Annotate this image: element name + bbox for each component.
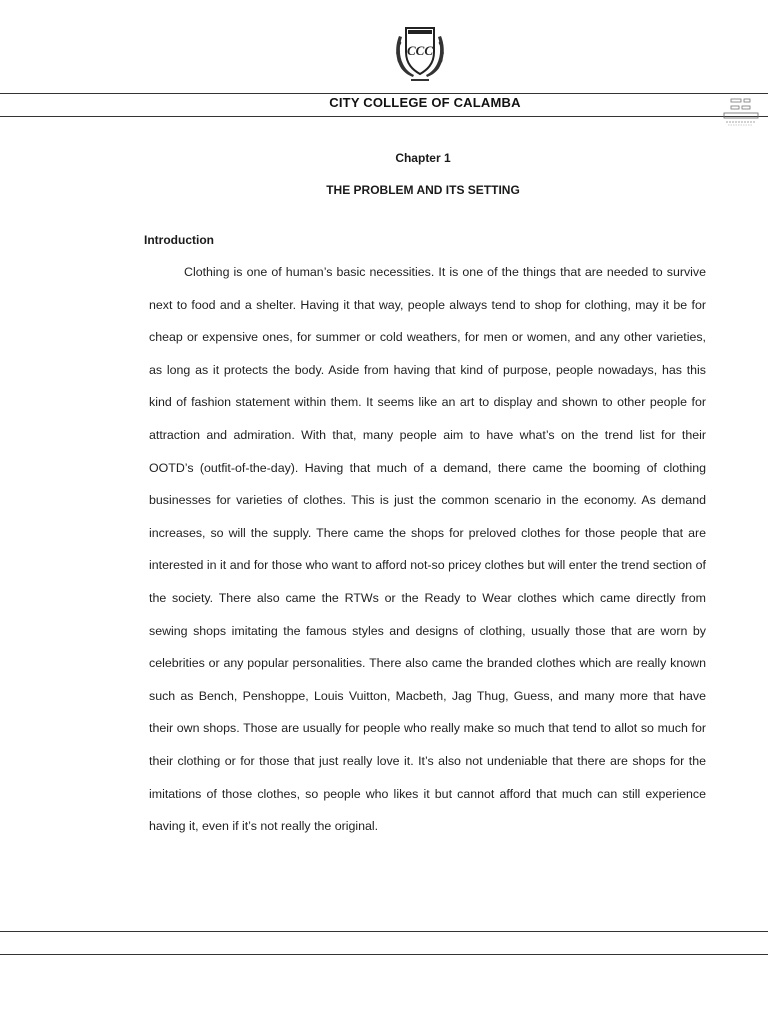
seal-initials: CCC <box>406 43 434 58</box>
college-seal-logo <box>389 22 451 84</box>
chapter-title: THE PROBLEM AND ITS SETTING <box>326 183 520 197</box>
footer-bottom-rule <box>0 954 768 955</box>
certification-mark-icon <box>722 98 760 128</box>
introduction-paragraph: Clothing is one of human’s basic necessities. It is one of the things that are needed to survive next to food and a shelter. Having it that way, people always tend to shop for clothing, may it be for cheap or expensive ones, for summer or cold weathers, for men or women, and any other varieties, as long as it protects the body. Aside from having that kind of purpose, people nowadays, has this kind of fashion statement within them. It seems like an art to display and shown to other people for attraction and admiration. With that, many people aim to have what’s on the trend list for their OOTD’s (outfit-of-the-day). Having that much of a demand, there came the booming of clothing businesses for varieties of clothes. This is just the common scenario in the economy. As demand increases, so will the supply. There came the shops for preloved clothes for those people that are interested in it and for those who want to afford not-so pricey clothes but will enter the trend section of the society. There also came the RTWs or the Ready to Wear clothes which came directly from sewing shops imitating the famous styles and designs of clothing, usually those that are worn by celebrities or any popular personalities. There also came the branded clothes which are really known such as Bench, Penshoppe, Louis Vuitton, Macbeth, Jag Thug, Guess, and many more that have their own shops. Those are usually for people who really make so much that tend to allot so much for their clothing or for those that just really love it. It’s also not undeniable that there are shops for the imitations of those clothes, so people who likes it but cannot afford that much can still experience having it, even if it’s not really the original. <box>149 265 706 834</box>
footer-top-rule <box>0 931 768 932</box>
header-bottom-rule <box>0 116 768 117</box>
chapter-number: Chapter 1 <box>395 151 451 165</box>
college-name: CITY COLLEGE OF CALAMBA <box>329 95 521 110</box>
section-heading: Introduction <box>144 233 214 247</box>
header-top-rule <box>0 93 768 94</box>
